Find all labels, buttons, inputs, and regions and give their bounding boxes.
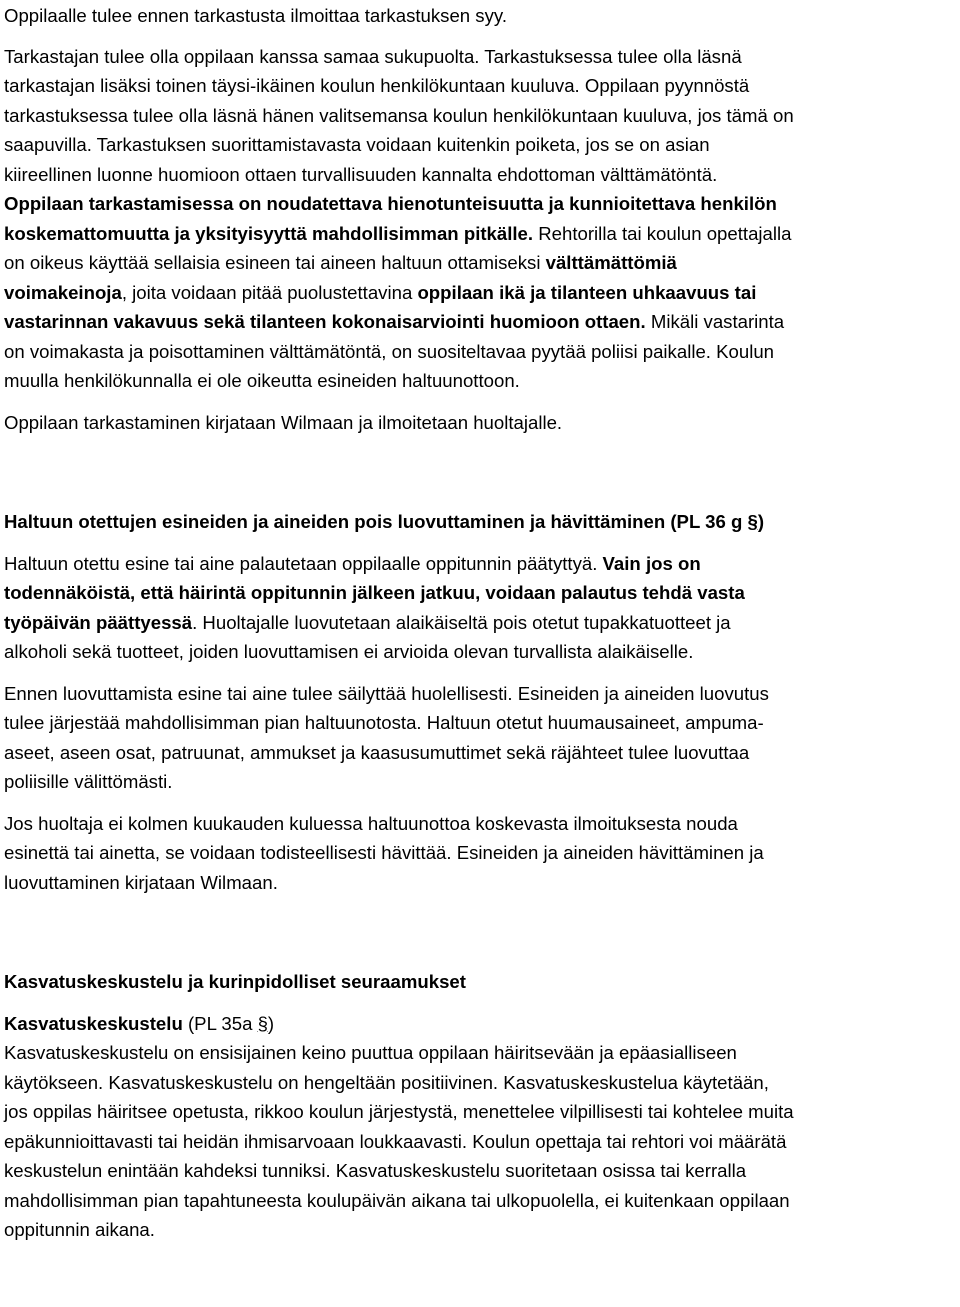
text-run: , joita voidaan pitää puolustettavina [121,281,418,303]
text-line: Jos huoltaja ei kolmen kuukauden kuluessa haltuunottoa koskevasta ilmoituksesta nouda [4,812,738,834]
section-heading-discussion-discipline: Kasvatuskeskustelu ja kurinpidolliset seuraamukset [4,971,466,992]
text-line: on voimakasta ja poisottaminen välttämätöntä, on suositeltavaa pyytää poliisi paikalle. Koulun [4,340,775,362]
paragraph-return-items [4,549,956,667]
text-line: luovuttaminen kirjataan Wilmaan. [4,871,278,893]
text-run: Mikäli vastarinta [645,311,785,332]
subheading-close: ) [267,1012,275,1034]
text-line: esinettä tai ainetta, se voidaan todisteellisesti hävittää. Esineiden ja aineiden hävittäminen ja [4,842,764,863]
text-line: tarkastajan lisäksi toinen täysi-ikäinen koulun henkilökuntaan kuuluva. Oppilaan pyynnöstä [4,75,750,96]
text-run-bold: välttämättömiä [545,252,677,273]
text-run-bold: vastarinnan vakavuus sekä tilanteen kokonaisarviointi huomioon ottaen. [4,311,646,332]
text-line: käytökseen. Kasvatuskeskustelu on hengeltään positiivinen. Kasvatuskeskustelua käytetään, [4,1071,769,1093]
text-line: alkoholi sekä tuotteet, joiden luovuttamisen ei arvioida olevan turvallista alaikäiselle. [4,641,694,662]
text-line: epäkunnioittavasti tai heidän ihmisarvoaan loukkaavasti. Koulun opettaja tai rehtori voi määrätä [4,1130,787,1152]
section-sign-link: § [257,1012,268,1034]
text-line: muulla henkilökunnalla ei ole oikeutta esineiden haltuunottoon. [4,370,520,391]
text-line: tarkastuksessa tulee olla läsnä hänen valitsemansa koulun henkilökuntaan kuuluva, jos tämä on [4,104,794,126]
subheading-bold: Kasvatuskeskustelu [4,1012,183,1034]
paragraph-notify-reason: Oppilaalle tulee ennen tarkastusta ilmoittaa tarkastuksen syy. [4,5,507,26]
paragraph-inspector-rules [4,42,956,396]
text-line-bold: Oppilaan tarkastamisessa on noudatettava hienotunteisuutta ja kunnioitettava henkilön [4,193,777,214]
text-run-bold: työpäivän päättyessä [4,611,193,633]
heading-close: ) [757,511,765,532]
text-run: on oikeus käyttää sellaisia esineen tai aineen haltuun ottamiseksi [4,252,546,273]
text-line: Ennen luovuttamista esine tai aine tulee säilyttää huolellisesti. Esineiden ja aineiden luovutus [4,682,769,704]
text-run-bold: voimakeinoja [4,281,122,303]
text-line: Kasvatuskeskustelu on ensisijainen keino puuttua oppilaan häiritsevään ja epäasialliseen [4,1042,737,1063]
text-line: oppitunnin aikana. [4,1219,155,1240]
document-page [0,1,960,1307]
paragraph-record-wilma: Oppilaan tarkastaminen kirjataan Wilmaan ja ilmoitetaan huoltajalle. [4,411,563,433]
section-sign-link: § [747,511,758,532]
text-line: jos oppilas häiritsee opetusta, rikkoo koulun järjestystä, menettelee vilpillisesti tai kohtelee muita [4,1101,794,1122]
text-run-bold: Vain jos on [602,552,701,574]
text-line: aseet, aseen osat, patruunat, ammukset ja kaasusumuttimet sekä räjähteet tulee luovuttaa [4,741,750,763]
subheading-text: (PL 35a [182,1012,258,1034]
text-line: poliisille välittömästi. [4,771,173,792]
text-line-bold: koskemattomuutta ja yksityisyyttä mahdollisimman pitkälle. [4,222,534,244]
paragraph-destroy-items [4,809,956,898]
text-line: tulee järjestää mahdollisimman pian haltuunotosta. Haltuun otetut huumausaineet, ampuma- [4,712,764,733]
heading-text: Haltuun otettujen esineiden ja aineiden pois luovuttaminen ja hävittäminen (PL 36 g [4,511,748,532]
text-run: Rehtorilla tai koulun opettajalla [533,222,792,244]
text-line-bold: todennäköistä, että häirintä oppitunnin jälkeen jatkuu, voidaan palautus tehdä vasta [4,582,745,603]
text-line: Tarkastajan tulee olla oppilaan kanssa samaa sukupuolta. Tarkastuksessa tulee olla läsnä [4,45,742,67]
text-line: keskustelun enintään kahdeksi tunniksi. Kasvatuskeskustelu suoritetaan osissa tai kerralla [4,1160,747,1181]
text-run: . Huoltajalle luovutetaan alaikäiseltä pois otetut tupakkatuotteet ja [192,611,731,633]
section-heading-confiscated-items [4,507,956,537]
text-run: Haltuun otettu esine tai aine palautetaan oppilaalle oppitunnin päätyttyä. [4,552,603,574]
text-run-bold: oppilaan ikä ja tilanteen uhkaavuus tai [417,281,757,303]
text-line: kiireellinen luonne huomioon ottaen turvallisuuden kannalta ehdottoman välttämätöntä. [4,163,718,185]
text-line: saapuvilla. Tarkastuksen suorittamistavasta voidaan kuitenkin poiketa, jos se on asian [4,134,710,155]
paragraph-store-items [4,679,956,797]
text-line: mahdollisimman pian tapahtuneesta koulupäivän aikana tai ulkopuolella, ei kuitenkaan oppilaan [4,1189,790,1211]
paragraph-discussion [4,1009,956,1245]
